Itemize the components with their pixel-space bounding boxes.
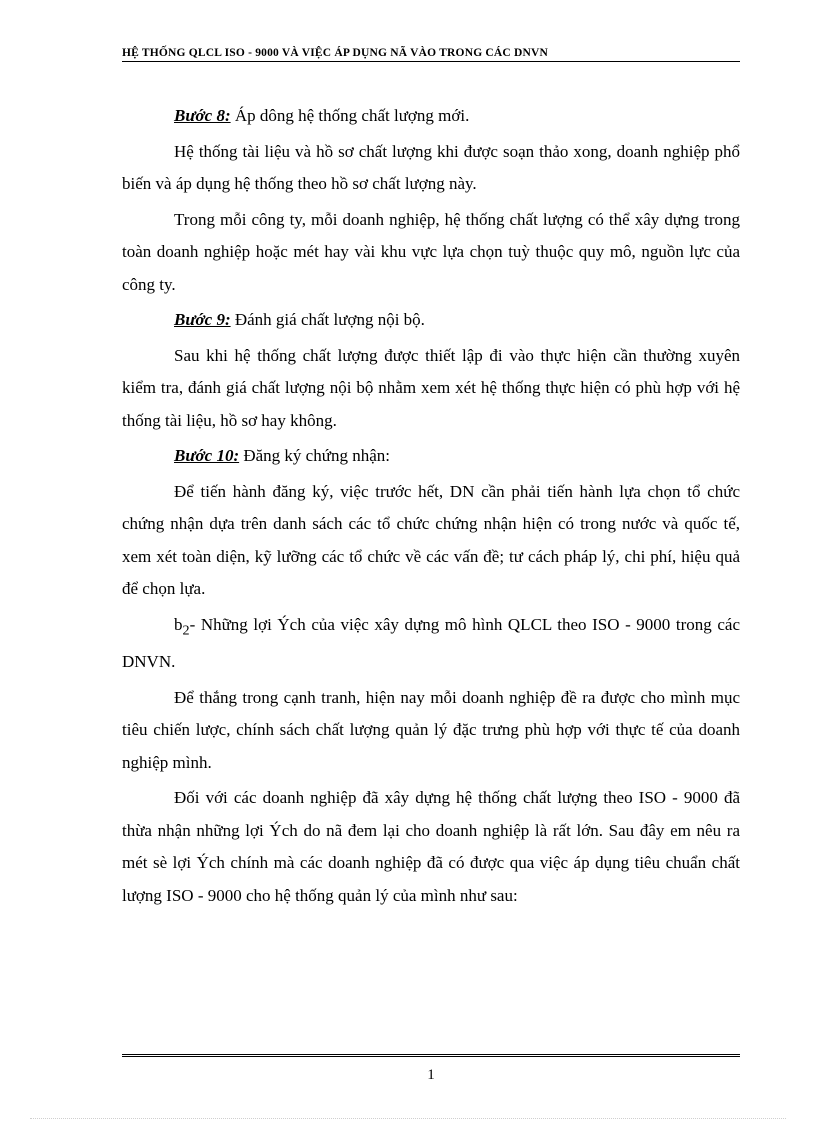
step-9-text: Đánh giá chất lượng nội bộ. (230, 310, 425, 329)
section-b2-prefix: b (174, 614, 183, 634)
page-footer (122, 1054, 740, 1084)
section-b2-heading (122, 609, 740, 679)
step-8-text: Áp dông hệ thống chất lượng mới. (230, 106, 470, 125)
step-9-heading (122, 304, 740, 337)
paragraph-3: Sau khi hệ thống chất lượng được thiết lập đi vào thực hiện cần thường xuyên kiểm tra, đánh giá chất lượng nội bộ nhằm xem xét hệ thống thực hiện có phù hợp với hệ thống tài liệu, hồ sơ hay không. (122, 345, 740, 430)
step-10-text: Đăng ký chứng nhận: (239, 446, 390, 465)
footer-rule (122, 1054, 740, 1057)
paragraph-6: Đối với các doanh nghiệp đã xây dựng hệ thống chất lượng theo ISO - 9000 đã thừa nhận những lợi Ých do nã đem lại cho doanh nghiệp là rất lớn. Sau đây em nêu ra mét sè lợi Ých chính mà các doanh nghiệp đã có được qua việc áp dụng tiêu chuẩn chất lượng ISO - 9000 cho hệ thống quản lý của mình như sau: (122, 788, 740, 905)
step-10-label: Bước 10: (174, 446, 240, 465)
header-title: HỆ THỐNG QLCL ISO - 9000 VÀ VIỆC ÁP DỤNG NÃ VÀO TRONG CÁC DNVN (122, 47, 549, 59)
step-10-heading (122, 440, 740, 473)
paragraph-4: Để tiến hành đăng ký, việc trước hết, DN cần phải tiến hành lựa chọn tổ chức chứng nhận dựa trên danh sách các tổ chức chứng nhận hiện có trong nước và quốc tế, xem xét toàn diện, kỹ lưỡng các tổ chức về các vấn đề; tư cách pháp lý, chi phí, hiệu quả để chọn lựa. (122, 481, 740, 598)
step-8-heading (122, 100, 740, 133)
section-b2-text: - Những lợi Ých của việc xây dựng mô hình QLCL theo ISO - 9000 trong các DNVN. (122, 614, 740, 672)
paragraph-2: Trong mỗi công ty, mỗi doanh nghiệp, hệ thống chất lượng có thể xây dựng trong toàn doanh nghiệp hoặc mét hay vài khu vực lựa chọn tuỳ thuộc quy mô, nguồn lực của công ty. (122, 209, 740, 294)
step-8-label: Bước 8: (174, 106, 231, 125)
step-9-label: Bước 9: (174, 310, 231, 329)
document-body (122, 100, 740, 915)
paragraph-5: Để thắng trong cạnh tranh, hiện nay mỗi doanh nghiệp đề ra được cho mình mục tiêu chiến lược, chính sách chất lượng quản lý đặc trưng phù hợp với thực tế của doanh nghiệp mình. (122, 687, 740, 772)
section-b2-subscript: 2 (182, 621, 190, 638)
page-number: 1 (427, 1067, 435, 1083)
page-bottom-edge (30, 1118, 786, 1119)
header-rule (122, 61, 740, 62)
paragraph-1: Hệ thống tài liệu và hồ sơ chất lượng khi được soạn thảo xong, doanh nghiệp phổ biến và áp dụng hệ thống theo hồ sơ chất lượng này. (122, 141, 740, 193)
page-header (122, 47, 740, 62)
